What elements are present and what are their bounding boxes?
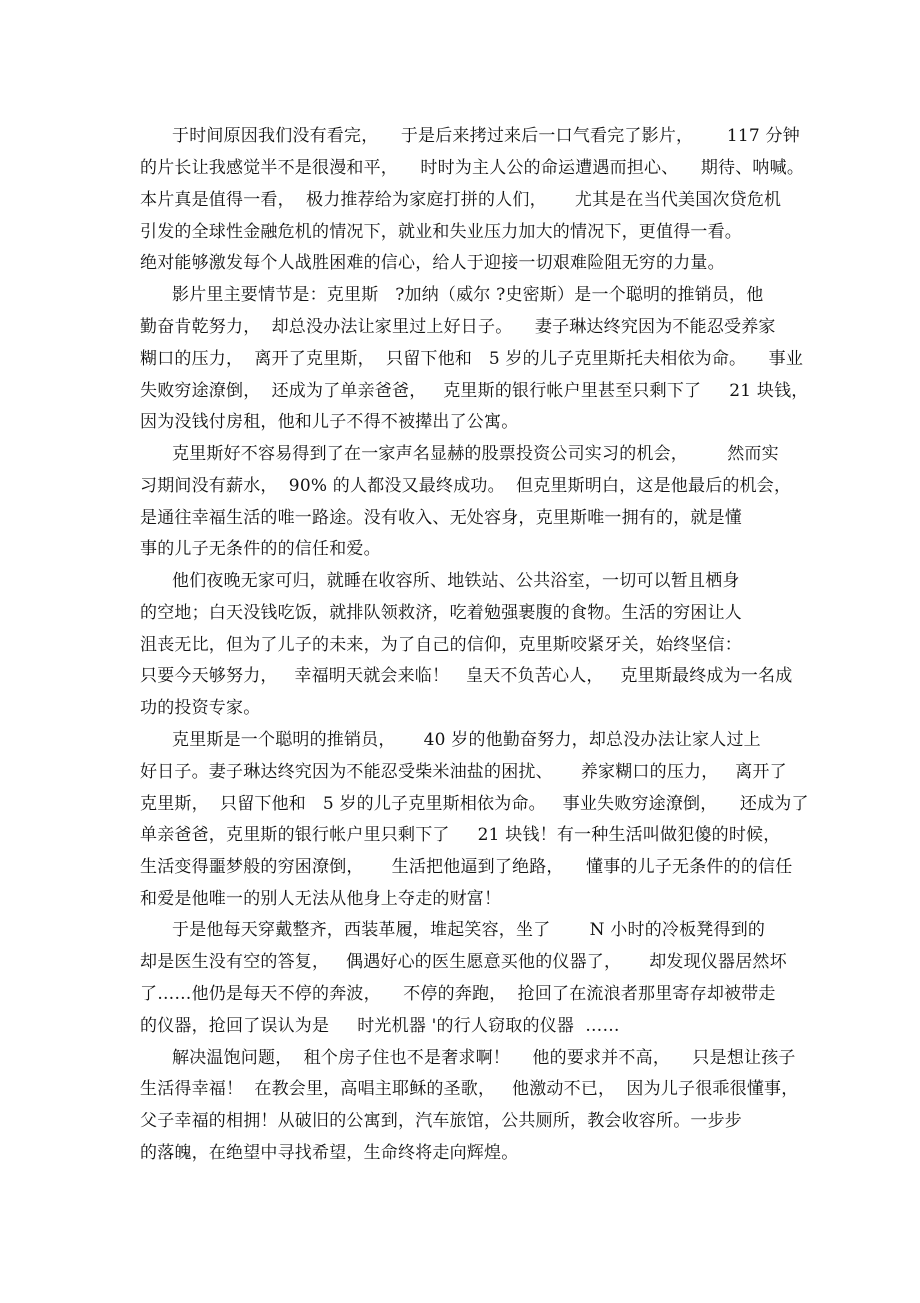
text-line: 了……他仍是每天不停的奔波， 不停的奔跑， 抢回了在流浪者那里寄存却被带走: [140, 984, 776, 1004]
text-line: 和爱是他唯一的别人无法从他身上夺走的财富！: [140, 889, 502, 909]
text-line: 单亲爸爸，克里斯的银行帐户里只剩下了 21 块钱！有一种生活叫做犯傻的时候，: [140, 825, 781, 845]
text-line: 绝对能够激发每个人战胜困难的信心，给人于迎接一切艰难险阻无穷的力量。: [140, 253, 725, 273]
text-line: 的空地；白天没钱吃饭，就排队领救济，吃着勉强裹腹的食物。生活的穷困让人: [140, 603, 742, 623]
text-line: 引发的全球性金融危机的情况下，就业和失业压力加大的情况下，更值得一看。: [140, 222, 742, 242]
text-line: 于是他每天穿戴整齐，西装革履，堆起笑容，坐了 N 小时的冷板凳得到的: [172, 920, 766, 940]
text-line: 克里斯好不容易得到了在一家声名显赫的股票投资公司实习的机会， 然而实: [172, 444, 779, 464]
text-line: 于时间原因我们没有看完， 于是后来拷过来后一口气看完了影片， 117 分钟: [172, 126, 800, 146]
text-line: 的落魄，在绝望中寻找希望，生命终将走向辉煌。: [140, 1143, 519, 1163]
text-line: 失败穷途潦倒， 还成为了单亲爸爸， 克里斯的银行帐户里甚至只剩下了 21 块钱，: [140, 381, 809, 401]
text-line: 功的投资专家。: [140, 698, 261, 718]
text-line: 是通往幸福生活的唯一路途。没有收入、无处容身，克里斯唯一拥有的，就是懂: [140, 508, 742, 528]
text-line: 好日子。妻子琳达终究因为不能忍受柴米油盐的困扰、 养家糊口的压力， 离开了: [140, 762, 787, 782]
text-line: 糊口的压力， 离开了克里斯， 只留下他和 5 岁的儿子克里斯托夫相依为命。 事业: [140, 349, 804, 369]
text-line: 却是医生没有空的答复， 偶遇好心的医生愿意买他的仪器了， 却发现仪器居然坏: [140, 952, 787, 972]
text-line: 习期间没有薪水， 90% 的人都没又最终成功。 但克里斯明白，这是他最后的机会，: [140, 476, 792, 496]
text-line: 解决温饱问题， 租个房子住也不是奢求啊！ 他的要求并不高， 只是想让孩子: [172, 1048, 796, 1068]
text-line: 沮丧无比，但为了儿子的未来，为了自己的信仰，克里斯咬紧牙关，始终坚信：: [140, 635, 742, 655]
text-line: 勤奋肯乾努力， 却总没办法让家里过上好日子。 妻子琳达终究因为不能忍受养家: [140, 317, 776, 337]
text-line: 他们夜晚无家可归，就睡在收容所、地铁站、公共浴室，一切可以暂且栖身: [172, 571, 740, 591]
text-line: 的片长让我感觉半不是很漫和平， 时时为主人公的命运遭遇而担心、 期待、呐喊。: [140, 158, 805, 178]
text-line: 生活得幸福！ 在教会里，高唱主耶稣的圣歌， 他激动不已， 因为儿子很乖很懂事，: [140, 1079, 799, 1099]
text-line: 父子幸福的相拥！从破旧的公寓到，汽车旅馆，公共厕所，教会收容所。一步步: [140, 1111, 742, 1131]
text-line: 只要今天够努力， 幸福明天就会来临！ 皇天不负苦心人， 克里斯最终成为一名成: [140, 666, 793, 686]
text-line: 因为没钱付房租，他和儿子不得不被撵出了公寓。: [140, 412, 519, 432]
text-line: 的仪器，抢回了误认为是 时光机器 '的行人窃取的仪器 ……: [140, 1016, 620, 1036]
text-line: 克里斯是一个聪明的推销员， 40 岁的他勤奋努力，却总没办法让家人过上: [172, 730, 761, 750]
text-line: 生活变得噩梦般的穷困潦倒， 生活把他逼到了绝路， 懂事的儿子无条件的的信任: [140, 857, 793, 877]
text-line: 事的儿子无条件的的信任和爱。: [140, 539, 381, 559]
text-line: 克里斯， 只留下他和 5 岁的儿子克里斯相依为命。 事业失败穷途潦倒， 还成为了: [140, 794, 809, 814]
text-line: 影片里主要情节是：克里斯 ?加纳（威尔 ?史密斯）是一个聪明的推销员，他: [172, 285, 764, 305]
text-line: 本片真是值得一看， 极力推荐给为家庭打拼的人们， 尤其是在当代美国次贷危机: [140, 190, 782, 210]
